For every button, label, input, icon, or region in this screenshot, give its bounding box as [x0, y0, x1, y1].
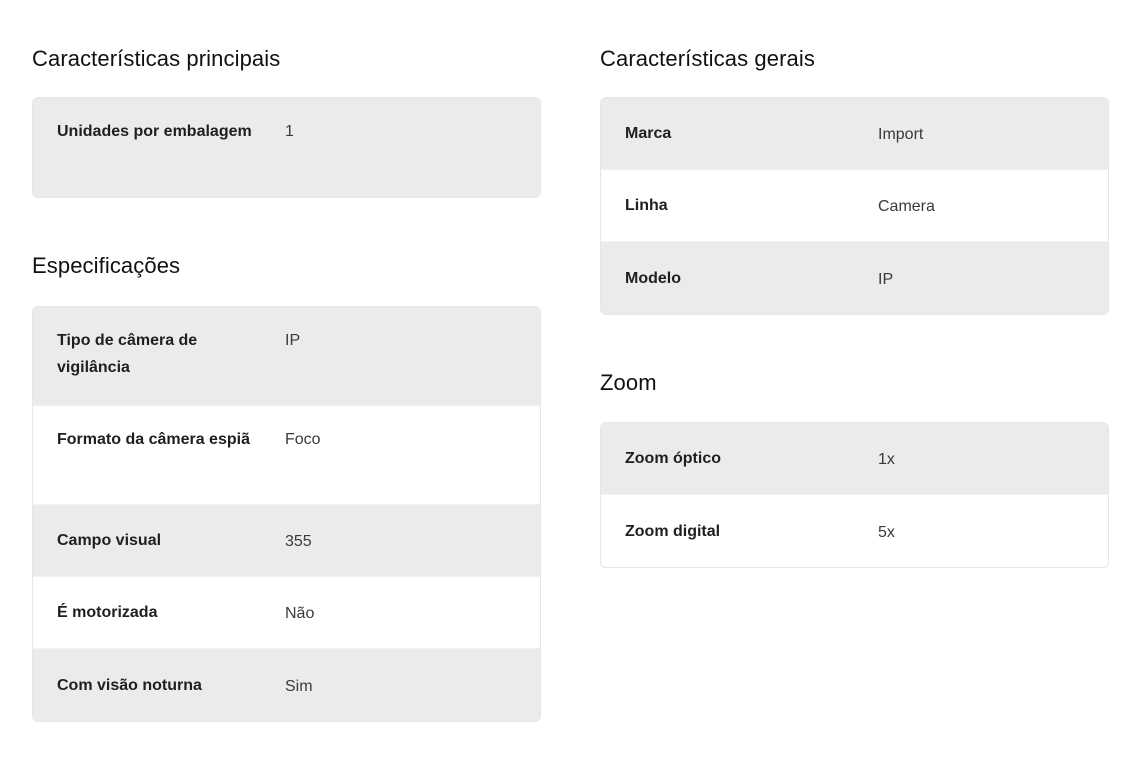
spec-value: Sim — [285, 677, 313, 695]
section-title-main-characteristics: Características principais — [32, 46, 281, 71]
specifications-table — [32, 306, 541, 722]
spec-label: Modelo — [625, 269, 681, 287]
spec-label: Zoom óptico — [625, 450, 721, 467]
spec-value: 1x — [878, 451, 895, 468]
table-row — [33, 98, 540, 197]
spec-value: 1 — [285, 123, 294, 140]
table-row — [601, 170, 1108, 242]
spec-value: Não — [285, 605, 315, 622]
spec-value: IP — [878, 270, 894, 288]
spec-label: Unidades por embalagem — [57, 123, 252, 140]
table-row — [33, 406, 540, 505]
table-row — [33, 649, 540, 721]
section-title-specifications: Especificações — [32, 253, 181, 278]
spec-value: 355 — [285, 533, 312, 550]
spec-label: Marca — [625, 125, 672, 142]
zoom-table — [600, 422, 1109, 568]
spec-value: Camera — [878, 198, 935, 215]
main-characteristics-table — [32, 97, 541, 198]
spec-label: Campo visual — [57, 532, 162, 549]
spec-value: Foco — [285, 431, 321, 448]
left-column — [32, 0, 541, 722]
table-row — [601, 495, 1108, 567]
section-title-zoom: Zoom — [600, 370, 657, 395]
spec-label: Com visão noturna — [57, 676, 202, 694]
table-row — [33, 505, 540, 577]
spec-label: Linha — [625, 197, 668, 214]
spec-value: IP — [285, 332, 301, 349]
table-row — [601, 98, 1108, 170]
section-title-general-characteristics: Características gerais — [600, 46, 815, 71]
table-row — [601, 242, 1108, 314]
spec-label: Tipo de câmera de vigilância — [57, 332, 198, 376]
table-row — [601, 423, 1108, 495]
spec-value: 5x — [878, 523, 895, 541]
right-column — [600, 0, 1109, 568]
table-row — [33, 577, 540, 649]
spec-label: Zoom digital — [625, 522, 721, 540]
spec-label: É motorizada — [57, 604, 158, 621]
table-row — [33, 307, 540, 406]
spec-value: Import — [878, 126, 924, 143]
spec-label: Formato da câmera espiã — [57, 431, 250, 448]
general-characteristics-table — [600, 97, 1109, 315]
